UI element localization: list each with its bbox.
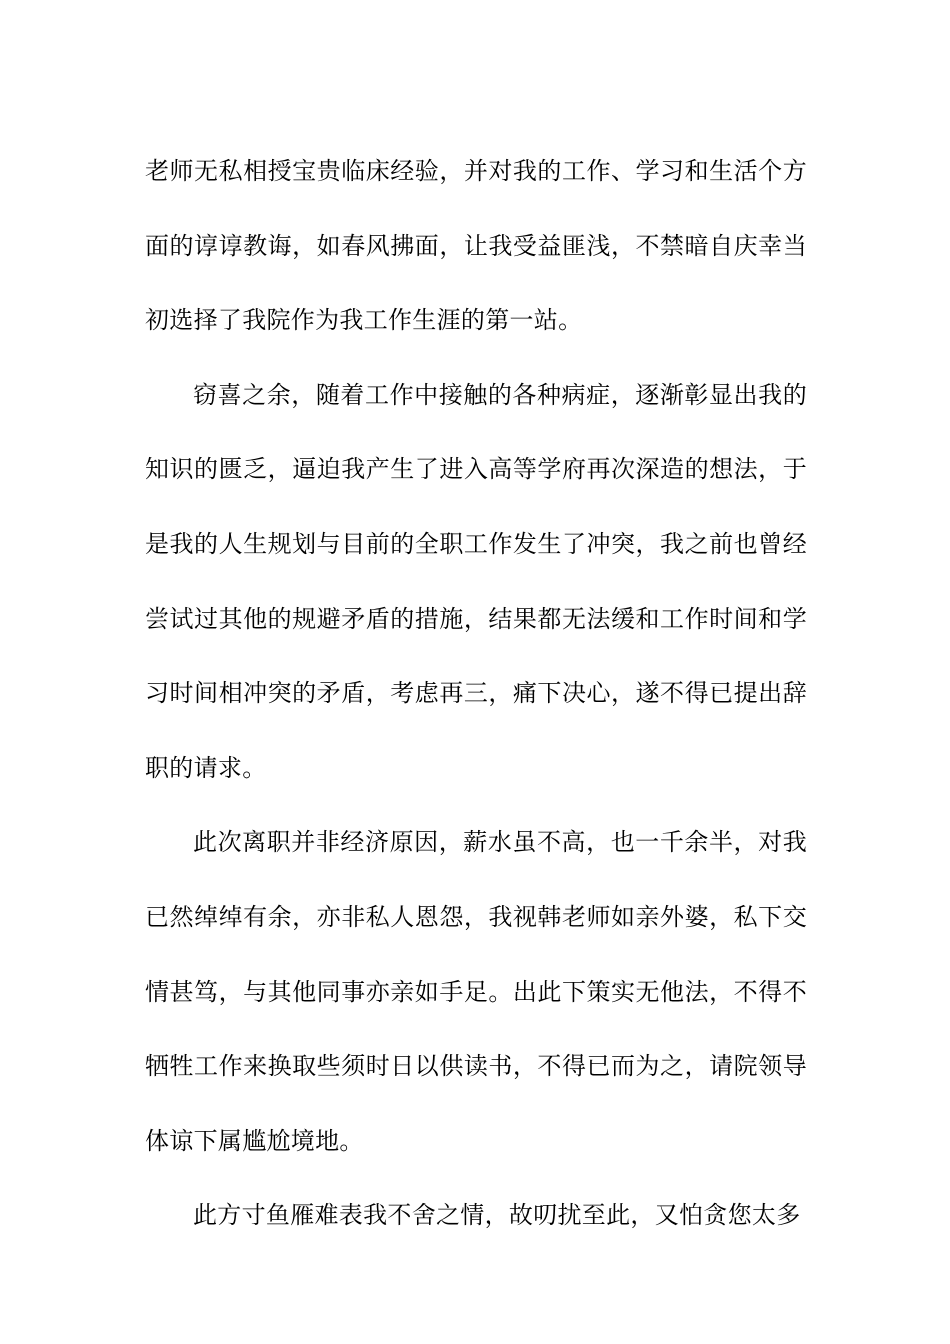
paragraph-continuation: 老师无私相授宝贵临床经验，并对我的工作、学习和生活个方面的谆谆教诲，如春风拂面，让我受益匪浅，不禁暗自庆幸当初选择了我院作为我工作生涯的第一站。: [145, 157, 807, 335]
paragraph-not-financial: 此次离职并非经济原因，薪水虽不高，也一千余半，对我已然绰绰有余，亦非私人恩怨，我视韩老师如亲外婆，私下交情甚笃，与其他同事亦亲如手足。出此下策实无他法，不得不牺牲工作来换取些须时日以供读书，不得已而为之，请院领导体谅下属尴尬境地。: [145, 828, 807, 1155]
document-body: [145, 134, 807, 1253]
paragraph-reason-study: 窃喜之余，随着工作中接触的各种病症，逐渐彰显出我的知识的匮乏，逼迫我产生了进入高等学府再次深造的想法，于是我的人生规划与目前的全职工作发生了冲突，我之前也曾经尝试过其他的规避矛盾的措施，结果都无法缓和工作时间和学习时间相冲突的矛盾，考虑再三，痛下决心，遂不得已提出辞职的请求。: [145, 380, 807, 782]
paragraph-closing-start: 此方寸鱼雁难表我不舍之情，故叨扰至此，又怕贪您太多: [193, 1201, 801, 1230]
